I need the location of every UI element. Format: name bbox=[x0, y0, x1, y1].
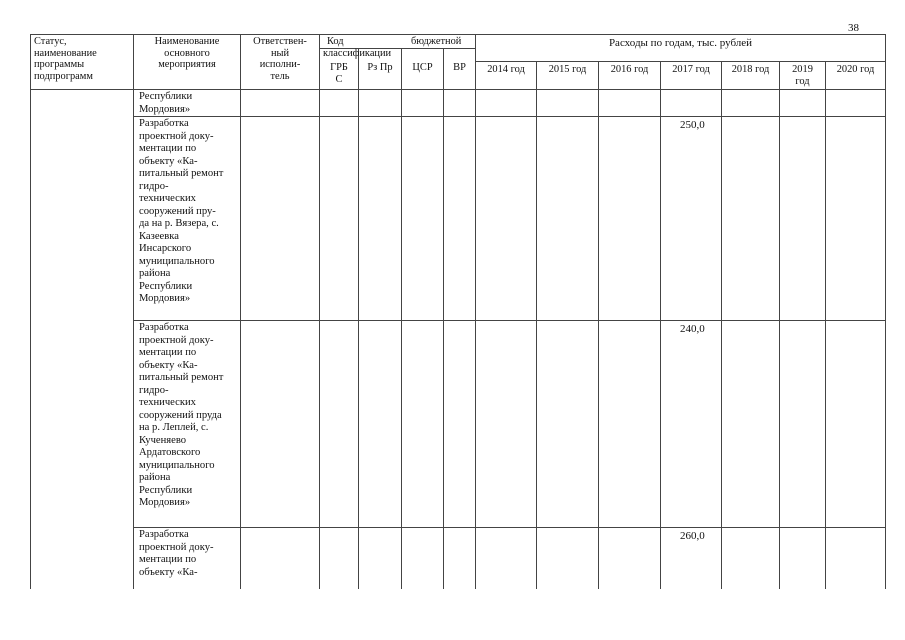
col-border bbox=[30, 34, 31, 589]
col-border bbox=[475, 34, 476, 589]
col-border bbox=[133, 34, 134, 589]
header-year-2015: 2015 год bbox=[548, 64, 587, 75]
col-border bbox=[721, 61, 722, 589]
col-border bbox=[443, 48, 444, 589]
header-code-left: Код bbox=[327, 36, 344, 47]
col-border bbox=[319, 34, 320, 589]
page-number: 38 bbox=[848, 22, 859, 34]
col-border bbox=[779, 61, 780, 589]
row-separator bbox=[133, 527, 885, 528]
col-border bbox=[401, 48, 402, 589]
header-year-2017: 2017 год bbox=[672, 64, 710, 75]
header-code-right: бюджетной bbox=[411, 36, 462, 47]
row-amount-2017: 240,0 bbox=[680, 323, 705, 335]
header-year-2018: 2018 год bbox=[731, 64, 770, 75]
col-border bbox=[660, 61, 661, 589]
header-code-rzpr: Рз Пр bbox=[367, 62, 393, 73]
header-year-2014: 2014 год bbox=[487, 64, 525, 75]
row-amount-2017: 260,0 bbox=[680, 530, 705, 542]
header-code-csr: ЦСР bbox=[412, 62, 433, 73]
row-measure: Республики Мордовия» bbox=[139, 91, 193, 115]
header-bottom-rule bbox=[30, 89, 885, 90]
row-measure: Разработка проектной доку- ментации по объекту «Ка- питальный ремонт гидро- технических сооружений пруда на р. Леплей, с. Кученяево Ардатовского муниципального района Республики Мордовия» bbox=[139, 322, 224, 508]
row-measure: Разработка проектной доку- ментации по объекту «Ка- bbox=[139, 529, 214, 578]
row-separator bbox=[133, 320, 885, 321]
header-expenses: Расходы по годам, тыс. рублей bbox=[608, 37, 753, 49]
header-code-line2: классификации bbox=[323, 48, 392, 59]
col-border bbox=[536, 61, 537, 589]
header-responsible: Ответствен- ный исполни- тель bbox=[253, 36, 307, 82]
row-measure: Разработка проектной доку- ментации по объекту «Ка- питальный ремонт гидро- технических сооружений пру- да на р. Вязера, с. Казеевка Инсарского муниципального района Республики Мордовия» bbox=[139, 118, 224, 304]
header-measure: Наименование основного мероприятия bbox=[154, 36, 220, 70]
row-separator bbox=[133, 116, 885, 117]
header-year-2020: 2020 год bbox=[836, 64, 875, 75]
header-year-2016: 2016 год bbox=[610, 64, 649, 75]
header-code-grbs: ГРБ С bbox=[330, 62, 348, 85]
row-amount-2017: 250,0 bbox=[680, 119, 705, 131]
table-right-border bbox=[885, 34, 886, 589]
header-code-vr: ВР bbox=[453, 62, 466, 73]
col-border bbox=[598, 61, 599, 589]
table-top-border bbox=[30, 34, 885, 35]
col-border bbox=[358, 48, 359, 589]
header-year-2019: 2019 год bbox=[792, 64, 813, 87]
col-border bbox=[825, 61, 826, 589]
header-status: Статус, наименование программы подпрограмм bbox=[34, 36, 97, 82]
